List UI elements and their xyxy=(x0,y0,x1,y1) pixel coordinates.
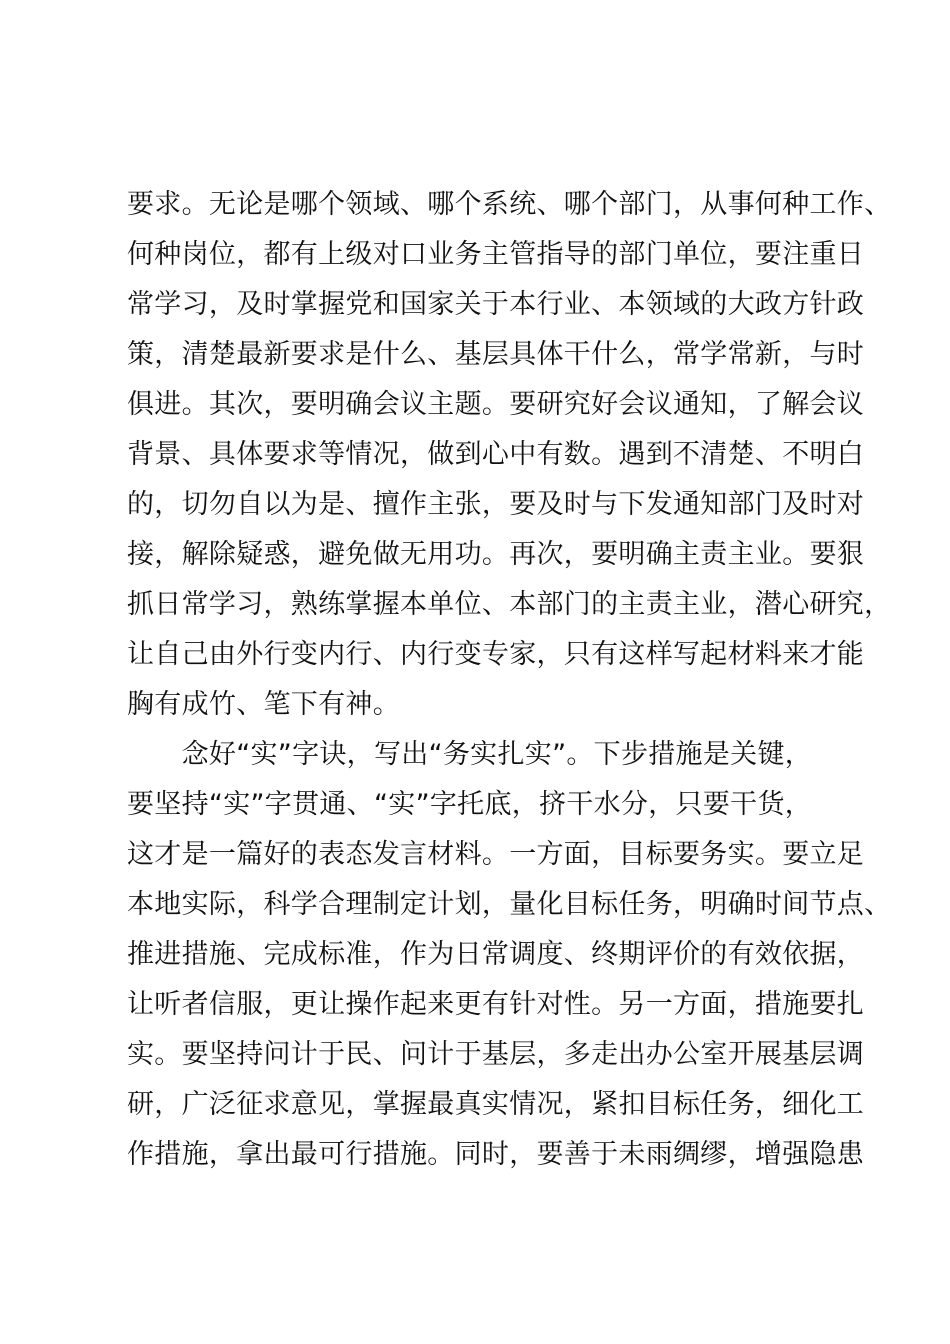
text-line: 抓日常学习，熟练掌握本单位、本部门的主责主业，潜心研究， xyxy=(127,589,892,620)
text-line: 作措施，拿出最可行措施。同时，要善于未雨绸缪，增强隐患 xyxy=(127,1139,865,1170)
text-line: 念好“实”字诀，写出“务实扎实”。下步措施是关键， xyxy=(127,739,813,770)
text-line: 背景、具体要求等情况，做到心中有数。遇到不清楚、不明白 xyxy=(127,439,865,470)
text-line: 让自己由外行变内行、内行变专家，只有这样写起材料来才能 xyxy=(127,639,865,670)
text-line: 常学习，及时掌握党和国家关于本行业、本领域的大政方针政 xyxy=(127,289,865,320)
text-line: 的，切勿自以为是、擅作主张，要及时与下发通知部门及时对 xyxy=(127,489,865,520)
text-line: 让听者信服，更让操作起来更有针对性。另一方面，措施要扎 xyxy=(127,989,865,1020)
text-line: 研，广泛征求意见，掌握最真实情况，紧扣目标任务，细化工 xyxy=(127,1089,865,1120)
text-line: 俱进。其次，要明确会议主题。要研究好会议通知，了解会议 xyxy=(127,389,865,420)
text-line: 推进措施、完成标准，作为日常调度、终期评价的有效依据， xyxy=(127,939,865,970)
text-line: 实。要坚持问计于民、问计于基层，多走出办公室开展基层调 xyxy=(127,1039,865,1070)
text-line: 本地实际，科学合理制定计划，量化目标任务，明确时间节点、 xyxy=(127,889,892,920)
text-line: 要求。无论是哪个领域、哪个系统、哪个部门，从事何种工作、 xyxy=(127,189,892,220)
text-line: 这才是一篇好的表态发言材料。一方面，目标要务实。要立足 xyxy=(127,839,865,870)
text-line: 何种岗位，都有上级对口业务主管指导的部门单位，要注重日 xyxy=(127,239,865,270)
text-line: 胸有成竹、笔下有神。 xyxy=(127,689,400,720)
text-line: 策，清楚最新要求是什么、基层具体干什么，常学常新，与时 xyxy=(127,339,865,370)
text-line: 接，解除疑惑，避免做无用功。再次，要明确主责主业。要狠 xyxy=(127,539,865,570)
text-line: 要坚持“实”字贯通、“实”字托底，挤干水分，只要干货， xyxy=(127,789,813,820)
